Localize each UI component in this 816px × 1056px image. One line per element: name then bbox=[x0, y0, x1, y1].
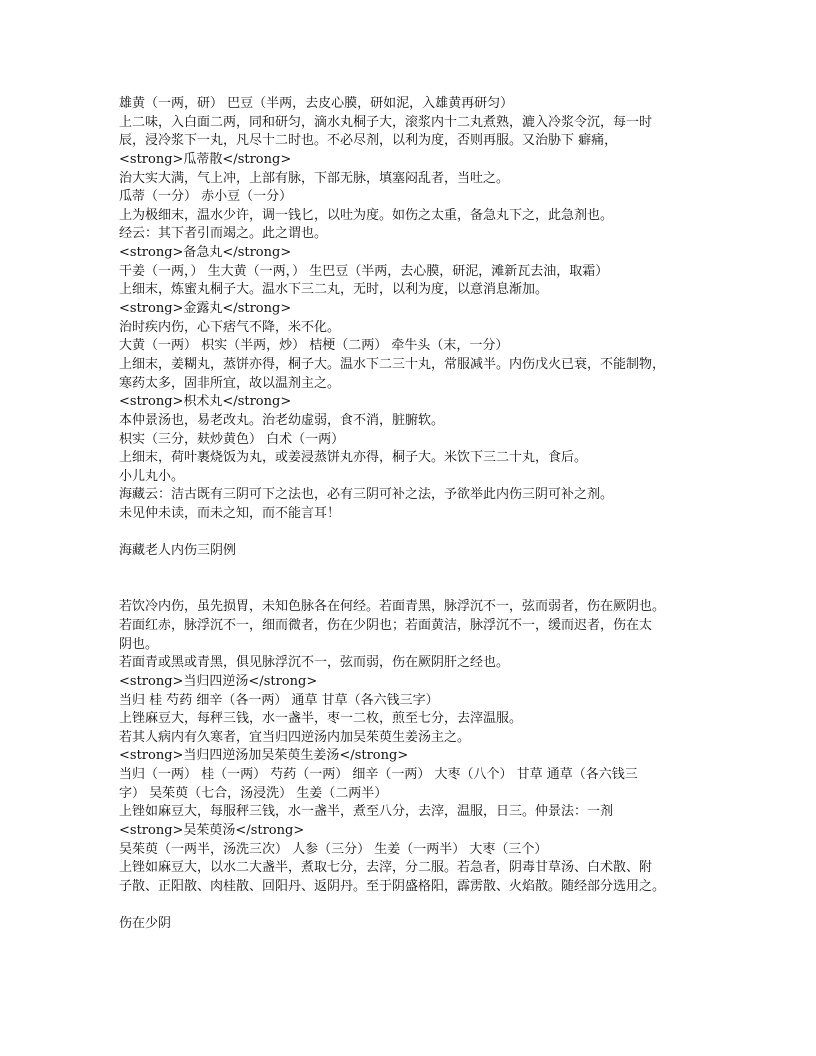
text-line: <strong>瓜蒂散</strong> bbox=[119, 151, 292, 167]
text-line: 辰，浸冷浆下一丸，凡尽十二时也。不必尽剂，以利为度，否则再服。又治胁下 癖痛， bbox=[119, 133, 618, 149]
text-line: 上细末，荷叶裹烧饭为丸，或姜浸蒸饼丸亦得，桐子大。米饮下三二十丸，食后。 bbox=[119, 450, 588, 466]
text-line: 若面青或黑或青黑，俱见脉浮沉不一，弦而弱，伤在厥阴肝之经也。 bbox=[119, 655, 510, 671]
text-line: <strong>吴茱萸汤</strong> bbox=[119, 822, 305, 838]
text-line: <strong>当归四逆汤加吴茱萸生姜汤</strong> bbox=[119, 748, 409, 764]
text-line: 雄黄（一两，研） 巴豆（半两，去皮心膜，研如泥，入雄黄再研匀） bbox=[119, 96, 514, 111]
text-line: 海藏云：洁古既有三阴可下之法也，必有三阴可补之法，予欲举此内伤三阴可补之剂。 bbox=[119, 487, 614, 503]
text-line: 上为极细末，温水少许，调一钱匕，以吐为度。如伤之太重，备急丸下之，此急剂也。 bbox=[119, 207, 614, 223]
text-line: 上锉麻豆大，每秤三钱，水一盏半，枣一二枚，煎至七分，去滓温服。 bbox=[119, 711, 523, 727]
text-line: 上细末，姜糊丸，蒸饼亦得，桐子大。温水下二三十丸，常服减半。内伤戊火已衰，不能制物， bbox=[119, 356, 666, 372]
text-line: 字） 吴茱萸（七合，汤浸洗） 生姜（二两半） bbox=[119, 785, 388, 801]
text-line: 当归 桂 芍药 细辛（各一两） 通草 甘草（各六钱三字） bbox=[119, 692, 439, 708]
text-line: 枳实（三分，麸炒黄色） 白术（一两） bbox=[119, 431, 345, 447]
text-line: <strong>备急丸</strong> bbox=[119, 245, 292, 261]
text-line: 寒药太多，固非所宜，故以温剂主之。 bbox=[119, 375, 341, 391]
text-line: 伤在少阴 bbox=[119, 916, 172, 932]
text-line: 当归（一两） 桂（一两） 芍药（一两） 细辛（一两） 大枣（八个） 甘草 通草（各六钱三 bbox=[119, 767, 638, 783]
text-line: 若其人病内有久寒者，宜当归四逆汤内加吴茱萸生姜汤主之。 bbox=[119, 729, 471, 745]
text-line: 治大实大满，气上冲，上部有脉，下部无脉，填塞闷乱者，当吐之。 bbox=[119, 170, 510, 186]
text-line: 上锉如麻豆大，以水二大盏半，煮取七分，去滓，分二服。若急者，阴毒甘草汤、白术散、附 bbox=[119, 860, 653, 876]
text-line: 未见仲未读，而未之知，而不能言耳！ bbox=[119, 506, 341, 522]
text-line: <strong>枳术丸</strong> bbox=[119, 394, 292, 410]
text-line: 阴也。 bbox=[119, 636, 159, 652]
text-line: 小儿丸小。 bbox=[119, 468, 185, 484]
blank-line bbox=[119, 897, 709, 916]
text-line: 海藏老人内伤三阴例 bbox=[119, 543, 237, 559]
document-page bbox=[119, 95, 709, 934]
text-line: 治时疾内伤，心下痞气不降，米不化。 bbox=[119, 319, 341, 335]
text-line: 上二味，入白面二两，同和研匀，滴水丸桐子大，滚浆内十二丸煮熟，漉入冷浆令沉，每一时 bbox=[119, 114, 653, 130]
text-line: 大黄（一两） 枳实（半两，炒） 桔梗（二两） 牵牛头（末，一分） bbox=[119, 338, 509, 354]
blank-line bbox=[119, 580, 709, 599]
text-line: 若面红赤，脉浮沉不一，细而微者，伤在少阴也；若面黄洁，脉浮沉不一，缓而迟者，伤在太 bbox=[119, 617, 653, 633]
text-line: 经云：其下者引而竭之。此之谓也。 bbox=[119, 226, 328, 242]
text-line: 瓜蒂（一分） 赤小豆（一分） bbox=[119, 189, 293, 205]
text-line: 上锉如麻豆大，每服秤三钱，水一盏半，煮至八分，去滓，温服，日三。仲景法：一剂 bbox=[119, 804, 614, 820]
text-line: 干姜（一两，） 生大黄（一两，） 生巴豆（半两，去心膜，研泥，滩新瓦去油，取霜） bbox=[119, 263, 609, 279]
text-line: <strong>当归四逆汤</strong> bbox=[119, 673, 318, 689]
text-line: 上细末，炼蜜丸桐子大。温水下三二丸，无时，以利为度，以意消息渐加。 bbox=[119, 282, 549, 298]
text-line: 本仲景汤也，易老改丸。治老幼虚弱，食不消，脏腑软。 bbox=[119, 412, 445, 428]
text-line: <strong>金露丸</strong> bbox=[119, 301, 292, 317]
blank-line bbox=[119, 561, 709, 580]
blank-line bbox=[119, 524, 709, 543]
text-line: 子散、正阳散、肉桂散、回阳丹、返阴丹。至于阴盛格阳，霹雳散、火焰散。随经部分选用之。 bbox=[119, 878, 666, 894]
text-line: 吴茱萸（一两半，汤洗三次） 人参（三分） 生姜（一两半） 大枣（三个） bbox=[119, 841, 548, 857]
text-line: 若饮冷内伤，虽先损胃，未知色脉各在何经。若面青黑，脉浮沉不一，弦而弱者，伤在厥阴也。 bbox=[119, 599, 666, 615]
